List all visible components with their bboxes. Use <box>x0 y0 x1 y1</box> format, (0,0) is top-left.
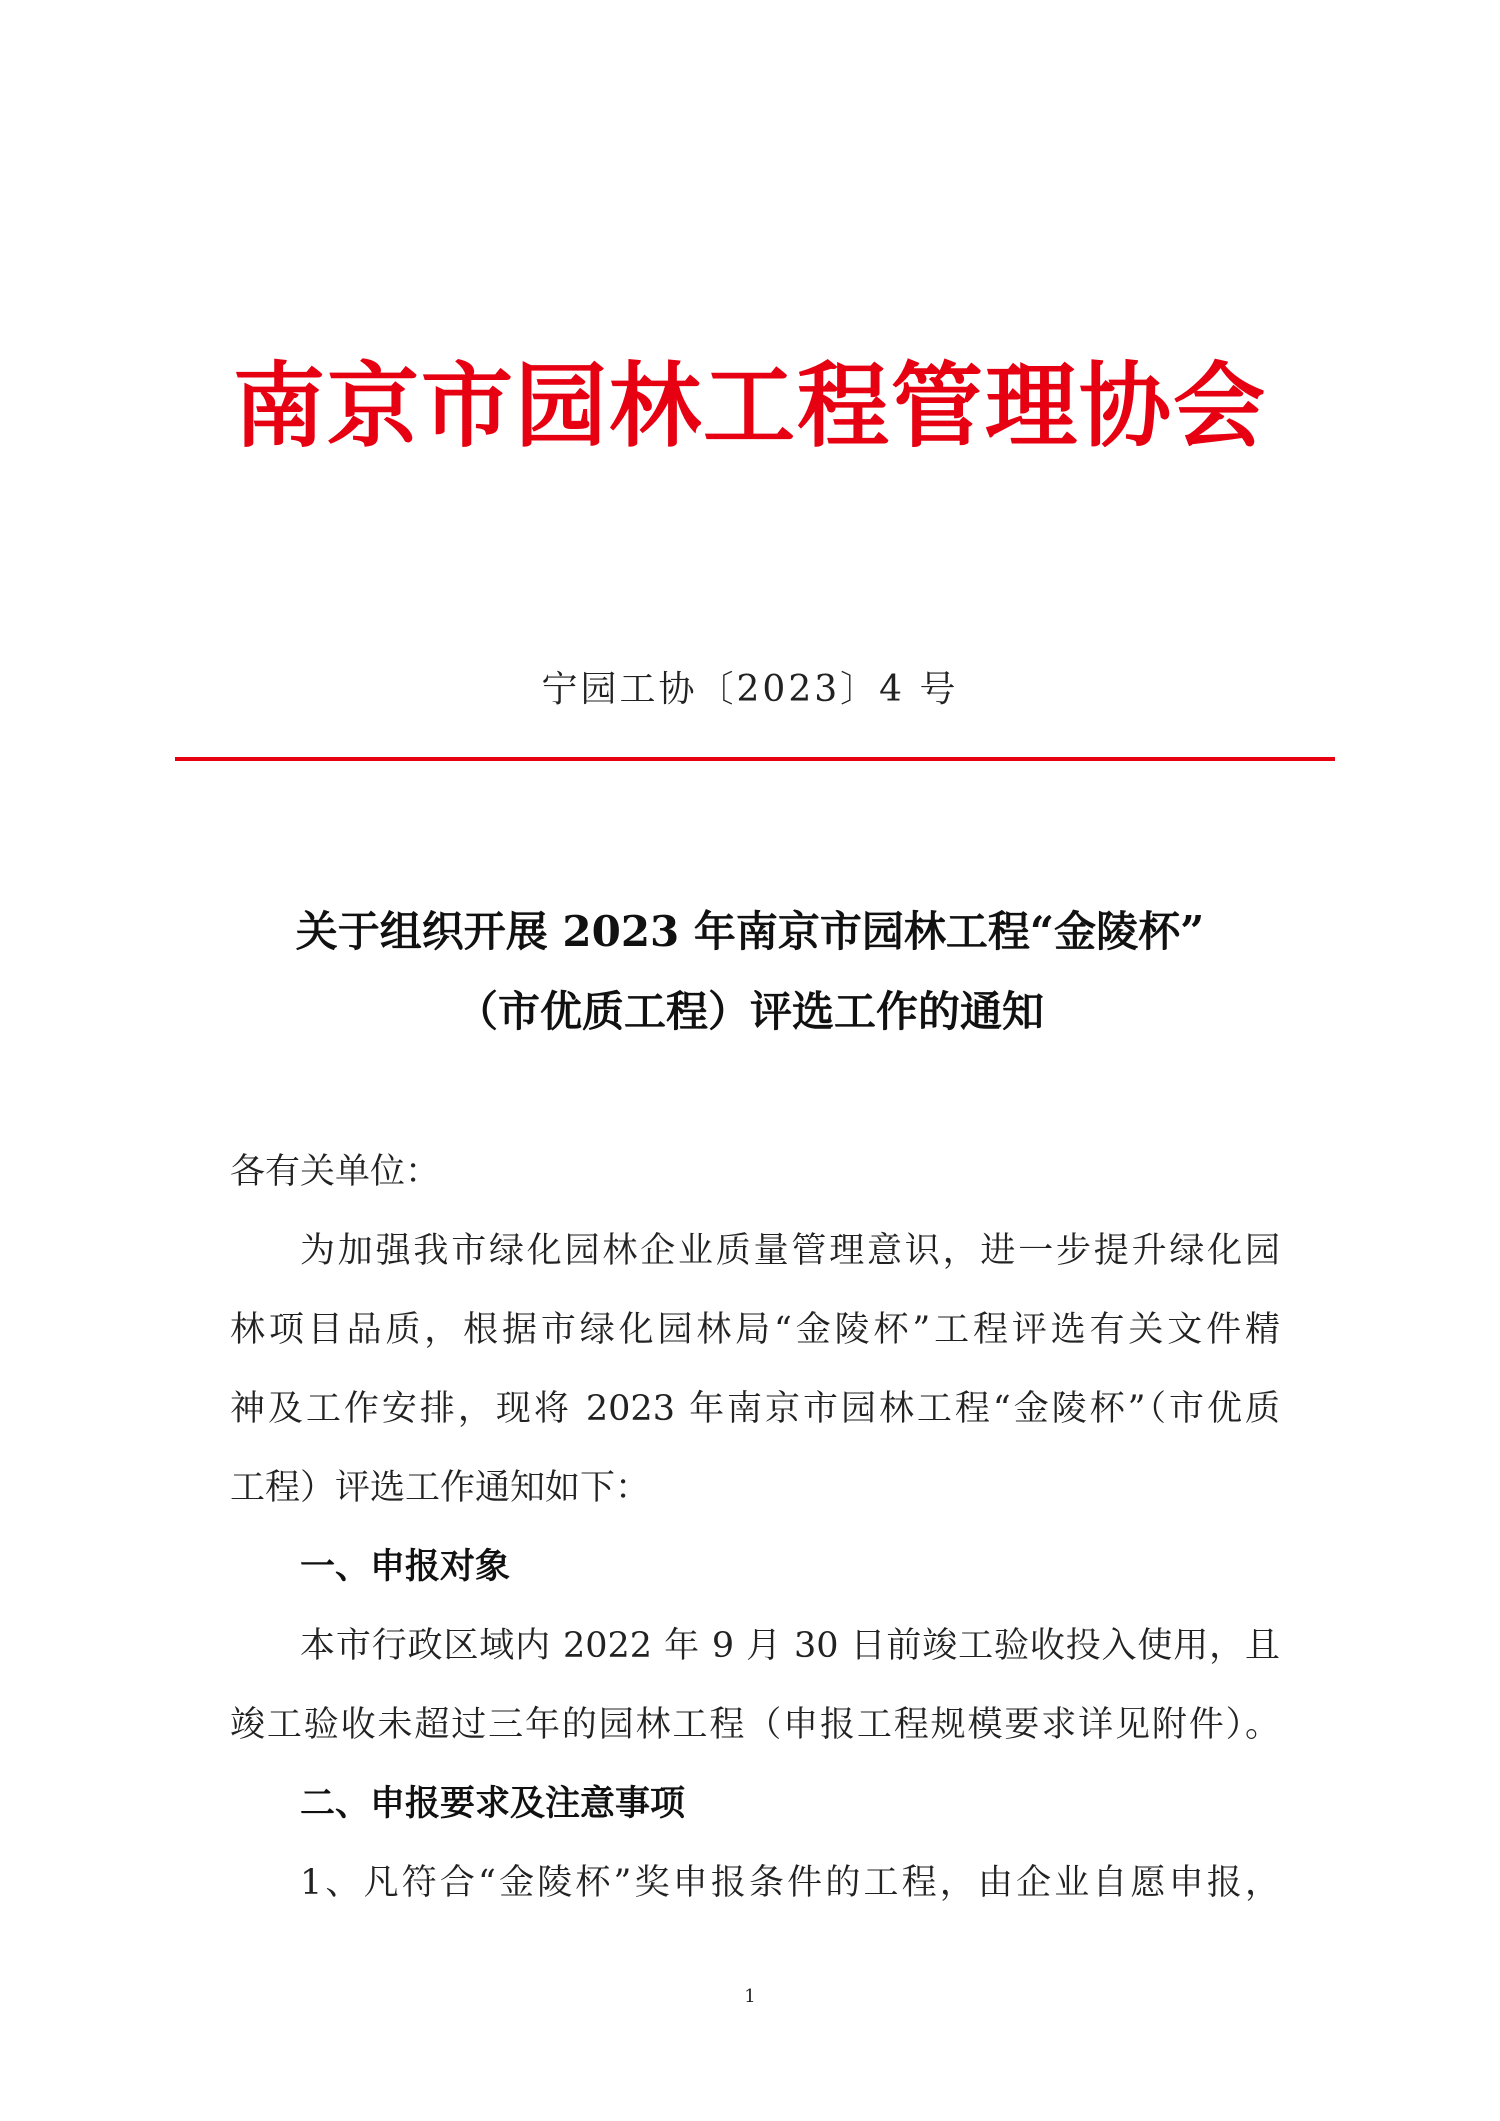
letterhead-organization-name: 南京市园林工程管理协会 <box>232 352 1267 460</box>
intro-line-4: 工程）评选工作通知如下： <box>230 1468 651 1508</box>
section-1-line-2: 竣工验收未超过三年的园林工程（申报工程规模要求详见附件）。 <box>230 1705 1280 1745</box>
intro-line-3: 神及工作安排，现将 2023 年南京市园林工程“金陵杯”（市优质 <box>230 1389 1280 1429</box>
notice-title-line-1: 关于组织开展 2023 年南京市园林工程“金陵杯” <box>295 907 1205 956</box>
document-number: 宁园工协〔2023〕4 号 <box>541 669 959 710</box>
section-2-line-1: 1、凡符合“金陵杯”奖申报条件的工程，由企业自愿申报， <box>300 1863 1280 1903</box>
section-1-line-1: 本市行政区域内 2022 年 9 月 30 日前竣工验收投入使用，且 <box>300 1626 1280 1666</box>
intro-line-1: 为加强我市绿化园林企业质量管理意识，进一步提升绿化园 <box>300 1231 1280 1271</box>
notice-title-line-2: （市优质工程）评选工作的通知 <box>455 987 1044 1036</box>
intro-line-2: 林项目品质，根据市绿化园林局“金陵杯”工程评选有关文件精 <box>230 1310 1280 1350</box>
red-divider-line <box>175 757 1335 761</box>
section-2-heading: 二、申报要求及注意事项 <box>300 1784 686 1824</box>
section-1-heading: 一、申报对象 <box>300 1547 511 1587</box>
page-number: 1 <box>744 1986 756 2007</box>
salutation: 各有关单位： <box>230 1152 441 1192</box>
